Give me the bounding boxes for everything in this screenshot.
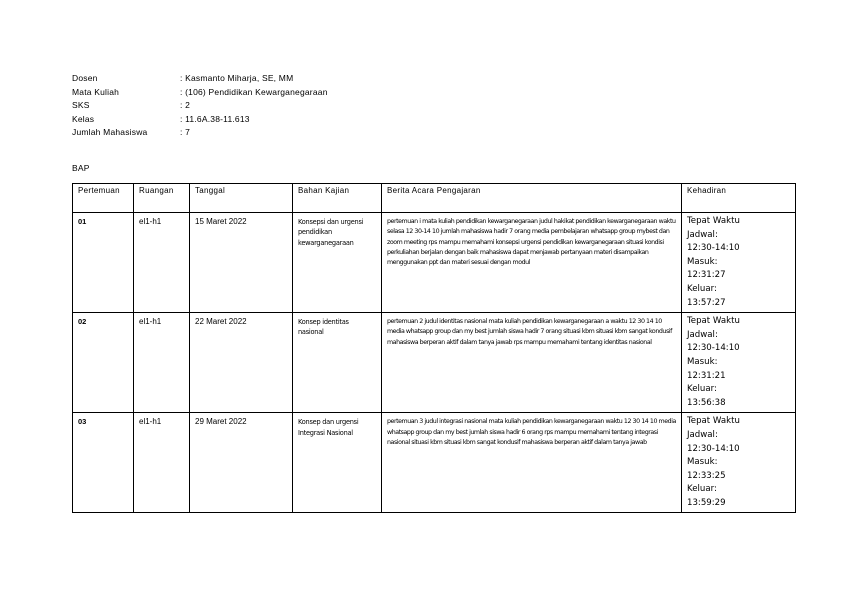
bap-table: [72, 183, 796, 513]
info-row-mata-kuliah: [72, 86, 328, 100]
table-header-row: [73, 184, 796, 213]
table-row: [73, 313, 796, 413]
cell-bahan-kajian: Konsepsi dan urgensi pendidikan kewarganegaraan: [293, 213, 382, 313]
dosen-label: Dosen: [72, 73, 98, 83]
header-kehadiran: Kehadiran: [682, 184, 796, 213]
masuk-label: Masuk:: [687, 256, 718, 267]
jadwal-label: Jadwal:: [687, 229, 718, 240]
cell-kehadiran: [682, 213, 796, 313]
jumlah-mahasiswa-value: : 7: [180, 127, 191, 138]
course-info: [72, 72, 328, 140]
info-row-dosen: [72, 72, 328, 86]
kelas-label: Kelas: [72, 113, 95, 124]
cell-pertemuan: 03: [73, 413, 134, 513]
info-row-kelas: [72, 113, 328, 127]
cell-berita-acara: pertemuan 3 judul integrasi nasional mata kuliah pendidikan kewarganegaraan waktu 12 30 14 10 media whatsapp group dan my best jumlah siswa hadir 6 orang rps mampu memahami tentang integrasi nasional situasi kbm situasi kbm sangat kondusif mahasiswa berperan aktif dalam tanya jawab: [382, 413, 682, 513]
mata-kuliah-label: Mata Kuliah: [72, 86, 120, 97]
cell-pertemuan: 01: [73, 213, 134, 313]
cell-berita-acara: pertemuan 2 judul identitas nasional mata kuliah pendidikan kewarganegaraan a waktu 12 30 14 10 media whatsapp group dan my best jumlah siswa hadir 7 orang situasi kbm situasi kbm sangat kondusif mahasiswa berperan aktif dalam tanya jawab rps mampu memahami tentang identitas nasional: [382, 313, 682, 413]
kehadiran-status: Tepat Waktu: [687, 416, 740, 427]
keluar-label: Keluar:: [687, 283, 717, 294]
masuk-value: 12:31:27: [687, 270, 726, 281]
info-row-sks: [72, 99, 328, 113]
cell-berita-acara: pertemuan i mata kuliah pendidikan kewarganegaraan judul hakikat pendidikan kewarganegaraan waktu selasa 12 30-14 10 jumlah mahasiswa hadir 7 orang media pembelajaran whatsapp group mybest dan zoom meeting rps mampu memahami konsepsi urgensi pendidikan kewarganegaraan situasi kondisi perkuliahan berjalan dengan baik mahasiswa dapat menjawab pertanyaan materi disampaikan menggunakan ppt dan materi sesuai dengan modul: [382, 213, 682, 313]
bap-title: BAP: [72, 163, 90, 173]
masuk-value: 12:33:25: [687, 470, 726, 481]
jadwal-label: Jadwal:: [687, 429, 718, 440]
masuk-value: 12:31:21: [687, 370, 726, 381]
header-berita-acara: Berita Acara Pengajaran: [382, 184, 682, 213]
kehadiran-status: Tepat Waktu: [687, 216, 740, 226]
jadwal-value: 12:30-14:10: [687, 443, 740, 454]
jadwal-value: 12:30-14:10: [687, 343, 740, 354]
table-row: [73, 213, 796, 313]
cell-tanggal: 15 Maret 2022: [190, 213, 293, 313]
jumlah-mahasiswa-label: Jumlah Mahasiswa: [72, 127, 148, 138]
cell-tanggal: 29 Maret 2022: [190, 413, 293, 513]
kehadiran-status: Tepat Waktu: [687, 316, 740, 327]
header-pertemuan: Pertemuan: [73, 184, 134, 213]
sks-value: : 2: [180, 100, 191, 111]
cell-bahan-kajian: Konsep dan urgensi Integrasi Nasional: [293, 413, 382, 513]
kelas-value: : 11.6A.38-11.613: [180, 113, 250, 124]
cell-ruangan: el1-h1: [134, 413, 190, 513]
keluar-value: 13:59:29: [687, 497, 726, 508]
keluar-label: Keluar:: [687, 484, 717, 495]
jadwal-label: Jadwal:: [687, 329, 718, 340]
masuk-label: Masuk:: [687, 457, 718, 468]
jadwal-value: 12:30-14:10: [687, 243, 740, 254]
keluar-label: Keluar:: [687, 384, 717, 395]
keluar-value: 13:57:27: [687, 297, 726, 308]
cell-ruangan: el1-h1: [134, 313, 190, 413]
mata-kuliah-value: : (106) Pendidikan Kewarganegaraan: [180, 86, 328, 97]
header-ruangan: Ruangan: [134, 184, 190, 213]
cell-tanggal: 22 Maret 2022: [190, 313, 293, 413]
cell-kehadiran: [682, 313, 796, 413]
cell-ruangan: el1-h1: [134, 213, 190, 313]
cell-kehadiran: [682, 413, 796, 513]
masuk-label: Masuk:: [687, 356, 718, 367]
info-row-jumlah-mahasiswa: [72, 126, 328, 140]
cell-pertemuan: 02: [73, 313, 134, 413]
dosen-value: : Kasmanto Miharja, SE, MM: [180, 73, 294, 83]
keluar-value: 13:56:38: [687, 397, 726, 408]
table-row: [73, 413, 796, 513]
cell-bahan-kajian: Konsep identitas nasional: [293, 313, 382, 413]
header-tanggal: Tanggal: [190, 184, 293, 213]
sks-label: SKS: [72, 100, 90, 111]
header-bahan-kajian: Bahan Kajian: [293, 184, 382, 213]
